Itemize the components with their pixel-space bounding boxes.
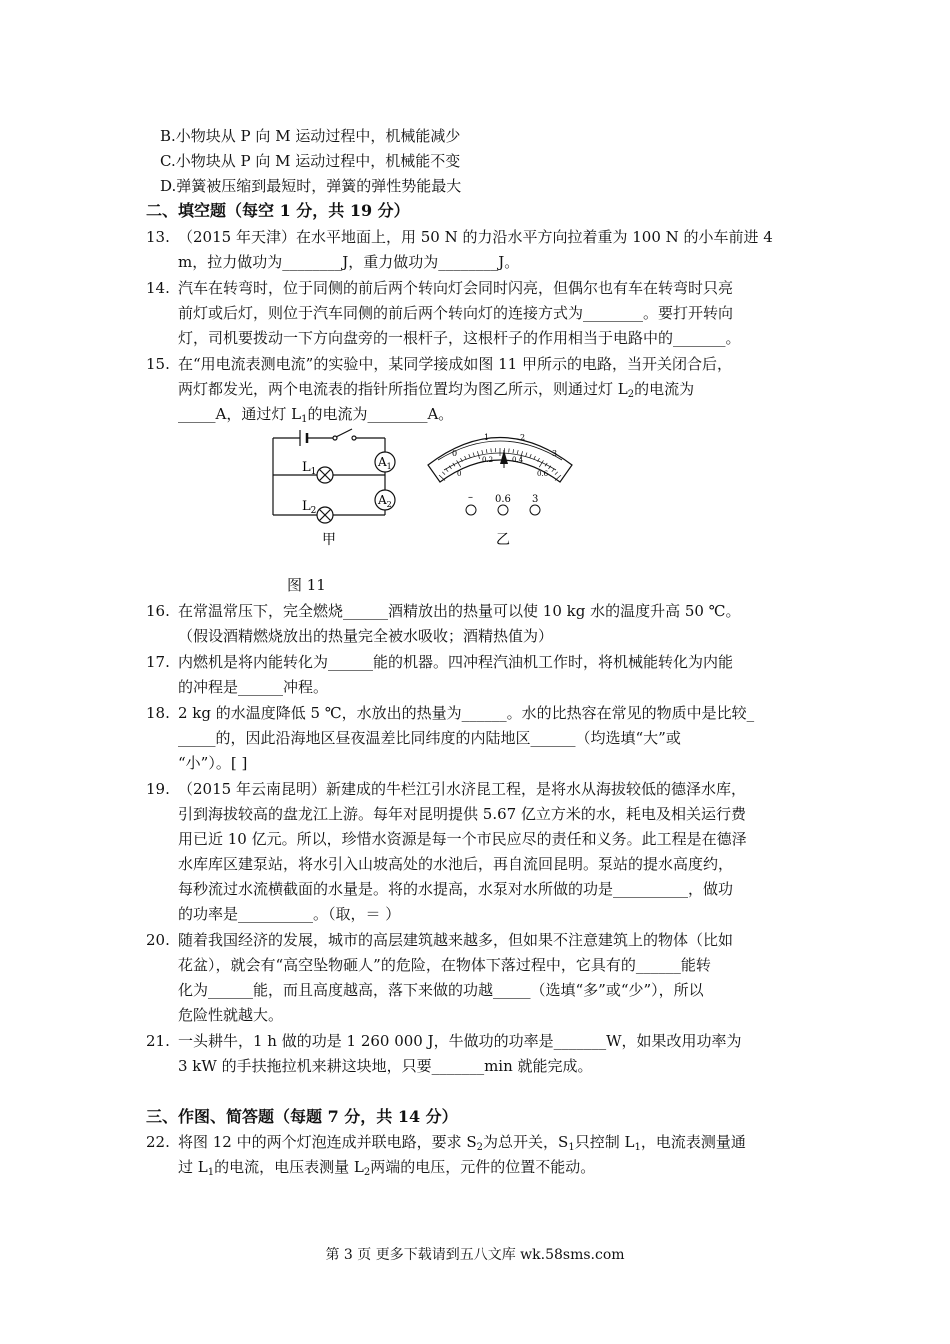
q15-line1: 在“用电流表测电流”的实验中，某同学接成如图 11 甲所示的电路，当开关闭合后， — [178, 355, 732, 373]
q19-line6: 的功率是__________。（取，＝ ） — [178, 905, 401, 923]
q20-line4: 危险性就越大。 — [178, 1006, 284, 1024]
q15-line3: _____A，通过灯 $L_1$的电流为________A。 — [178, 405, 454, 425]
option-b: B.小物块从 P 向 M 运动过程中，机械能减少 — [160, 127, 461, 145]
q22-line1: 将图 12 中的两个灯泡连成并联电路，要求 $S_2$为总开关，$S_1$只控制 $L_1$，电流表测量通 — [178, 1133, 746, 1153]
terminal-neg — [466, 505, 476, 515]
terminal-06 — [498, 505, 508, 515]
q19-line5: 每秒流过水流横截面的水量是。将的水提高，水泵对水所做的功是__________，做功 — [178, 880, 734, 898]
q18-line2: _____的，因此沿海地区昼夜温差比同纬度的内陆地区______（均选填“大”或 — [178, 729, 681, 747]
option-d: D.弹簧被压缩到最短时，弹簧的弹性势能最大 — [160, 177, 462, 195]
scale-tick — [530, 454, 532, 458]
q19-line2: 引到海拔较高的盘龙江上游。每年对昆明提供 5.67 亿立方米的水，耗电及相关运行费 — [178, 805, 746, 823]
q21-line2: 3 kW 的手扶拖拉机来耕这块地，只要_______min 就能完成。 — [178, 1057, 593, 1075]
scale-tick — [526, 453, 527, 457]
scale-tick — [482, 450, 483, 454]
q18-line1: 2 kg 的水温度降低 5 ℃，水放出的热量为______。水的比热容在常见的物质中是比较_ — [178, 704, 755, 722]
q15-number: 15. — [146, 355, 170, 373]
q17-line1: 内燃机是将内能转化为______能的机器。四冲程汽油机工作时，将机械能转化为内能 — [178, 653, 734, 671]
section-2-title: 二、填空题（每空 1 分，共 19 分） — [146, 201, 410, 220]
tick-bottom-2: 0.4 — [512, 456, 524, 464]
scale-tick — [552, 469, 555, 472]
tick-top-1: 1 — [484, 433, 490, 442]
scale-tick — [442, 472, 445, 475]
label-a1: $A_1$ — [378, 455, 392, 471]
q19-line4: 水库库区建泵站，将水引入山坡高处的水池后，再自流回昆明。泵站的提水高度约， — [178, 855, 734, 873]
section-3-title: 三、作图、简答题（每题 7 分，共 14 分） — [146, 1107, 458, 1126]
q20-line1: 随着我国经济的发展，城市的高层建筑越来越多，但如果不注意建筑上的物体（比如 — [178, 931, 734, 949]
tick-top-2: 2 — [520, 433, 526, 442]
tick-bottom-0: 0 — [457, 470, 462, 478]
q20-line3: 化为______能，而且高度越高，落下来做的功越_____（选填“多”或“少”），所以 — [178, 981, 704, 999]
terminals — [468, 492, 538, 505]
scale-tick — [473, 453, 474, 457]
q13-number: 13. — [146, 228, 170, 246]
ammeter-face — [428, 438, 572, 483]
terminal-label-06: 0.6 — [495, 494, 511, 505]
label-jia: 甲 — [322, 532, 336, 548]
scale-tick — [469, 454, 471, 458]
circuit-diagram — [273, 429, 395, 523]
q18-line3: “小”）。[ ] — [178, 754, 248, 772]
scale-tick — [439, 475, 445, 480]
scale-tick — [555, 475, 561, 480]
q13-line1: （2015 年天津）在水平地面上，用 50 N 的力沿水平方向拉着重为 100 N 的小车前进 4 — [178, 228, 773, 246]
q22-line2: 过 $L_1$的电流，电压表测量 $L_2$两端的电压，元件的位置不能动。 — [178, 1158, 596, 1178]
q21-number: 21. — [146, 1032, 170, 1050]
q18-number: 18. — [146, 704, 170, 722]
scale-tick — [486, 449, 487, 453]
label-yi: 乙 — [496, 532, 510, 548]
q15-line2: 两灯都发光，两个电流表的指针所指位置均为图乙所示，则通过灯 $L_2$的电流为 — [178, 380, 695, 400]
scale-tick — [517, 450, 518, 454]
scale-tick — [446, 469, 449, 472]
q17-number: 17. — [146, 653, 170, 671]
scale-tick — [555, 472, 558, 475]
q14-line1: 汽车在转弯时，位于同侧的前后两个转向灯会同时闪亮，但偶尔也有车在转弯时只亮 — [178, 279, 734, 297]
figure-11 — [260, 420, 590, 555]
tick-bottom-3: 0.6 — [537, 470, 549, 478]
q16-line1: 在常温常压下，完全燃烧______酒精放出的热量可以使 10 kg 水的温度升高 50 ℃。 — [178, 602, 741, 620]
q20-number: 20. — [146, 931, 170, 949]
q20-line2: 花盆），就会有“高空坠物砸人”的危险，在物体下落过程中，它具有的______能转 — [178, 956, 711, 974]
label-a2: $A_2$ — [378, 493, 392, 509]
terminal-label-3: 3 — [532, 494, 539, 505]
q16-line2: （假设酒精燃烧放出的热量完全被水吸收；酒精热值为） — [178, 627, 554, 645]
q14-line2: 前灯或后灯，则位于汽车同侧的前后两个转向灯的连接方式为________。要打开转向 — [178, 304, 734, 322]
tick-top-3: 3 — [552, 449, 558, 458]
q14-line3: 灯，司机要拨动一下方向盘旁的一根杆子，这根杆子的作用相当于电路中的_______。 — [178, 329, 741, 347]
terminal-3 — [530, 505, 540, 515]
switch-lever — [336, 429, 352, 437]
q13-line2: m，拉力做功为________J，重力做功为________J。 — [178, 253, 520, 271]
q19-line3: 用已近 10 亿元。所以，珍惜水资源是每一个市民应尽的责任和义务。此工程是在德泽 — [178, 830, 747, 848]
terminal-label-neg: – — [468, 492, 473, 503]
q22-number: 22. — [146, 1133, 170, 1151]
q19-number: 19. — [146, 780, 170, 798]
scale-tick — [513, 449, 514, 453]
q14-number: 14. — [146, 279, 170, 297]
figure-11-caption: 图 11 — [287, 576, 326, 594]
tick-top-0: 0 — [452, 449, 458, 458]
option-c: C.小物块从 P 向 M 运动过程中，机械能不变 — [160, 152, 461, 170]
label-l2: $L_2$ — [302, 499, 317, 516]
page-footer: 第 3 页 更多下载请到五八文库 wk.58sms.com — [325, 1247, 625, 1263]
q16-number: 16. — [146, 602, 170, 620]
q17-line2: 的冲程是______冲程。 — [178, 678, 329, 696]
q21-line1: 一头耕牛，1 h 做的功是 1 260 000 J，牛做功的功率是_______W，如果改用功率为 — [178, 1032, 742, 1050]
q19-line1: （2015 年云南昆明）新建成的牛栏江引水济昆工程，是将水从海拔较低的德泽水库， — [178, 780, 746, 798]
label-l1: $L_1$ — [302, 460, 317, 477]
tick-bottom-1: 0.2 — [482, 456, 494, 464]
